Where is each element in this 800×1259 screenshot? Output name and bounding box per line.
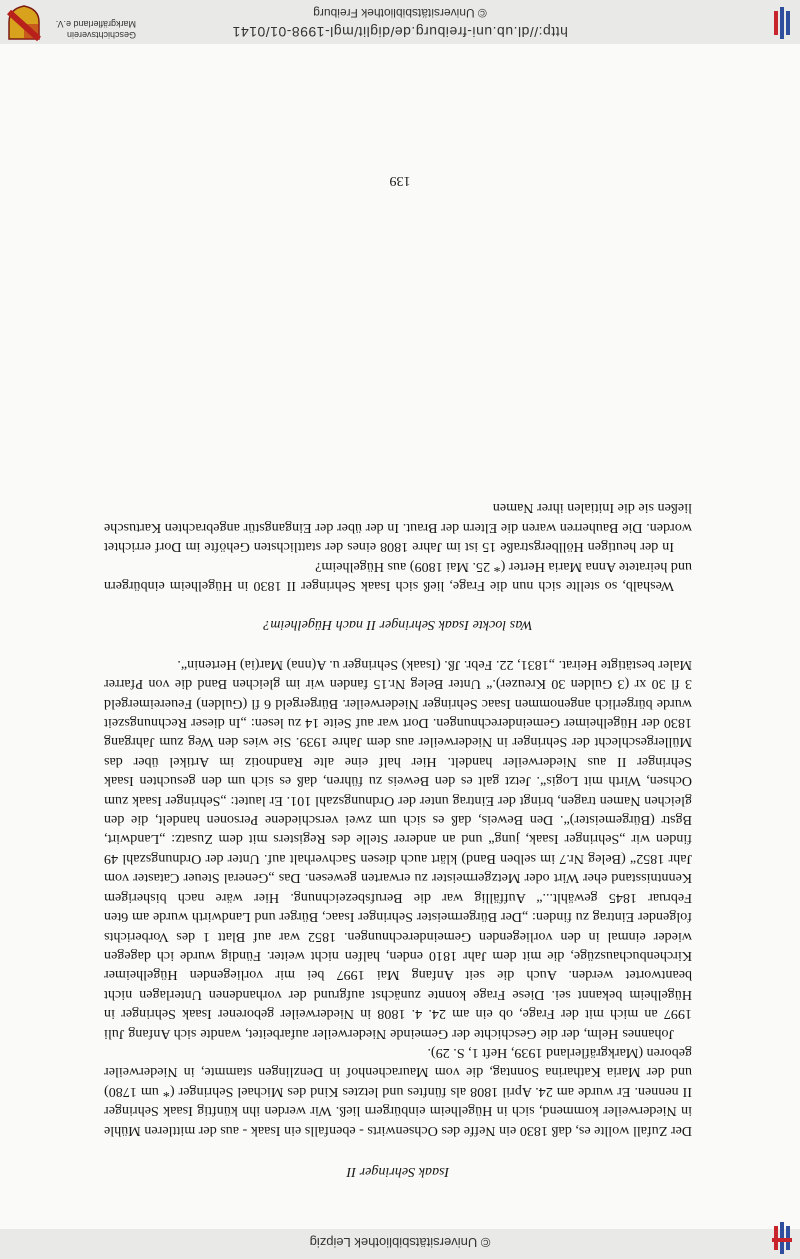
footer-copyright: © Universitätsbibliothek Freiburg [313, 6, 487, 20]
section-heading: Isaak Sehringer II [346, 1164, 450, 1180]
coat-of-arms-icon [6, 4, 42, 42]
paragraph-3: Weshalb, so stellte sich nun die Frage, ließ sich Isaak Sehringer II 1830 in Hügelheim einbürgern und heiratete Anna Maria Herter (* 25. Mai 1809) aus Hügelheim? [104, 558, 692, 595]
document-url[interactable]: http://dl.ub.uni-freiburg.de/diglit/mgl-1998-01/0141 [232, 24, 568, 40]
paragraph-4: In der heutigen Höllbergstraße 15 ist im Jahre 1808 eines der stattlichsten Gehöfte im Dorf errichtet worden. Die Bauherren waren die Eltern der Braut. In der über der Eingangstür angebrachten Kartusche ließen sie die Initialen ihrer Namen [104, 500, 692, 556]
society-name [46, 18, 136, 40]
section-subheading: Was lockte Isaak Sehringer II nach Hügelheim? [263, 617, 533, 634]
paragraph-2: Johannes Helm, der die Geschichte der Gemeinde Niederweiler aufarbeitet, wandte sich Anfang Juli 1997 an mich mit der Frage, ob ein am 24. 4. 1808 in Niederweiler geborener Isaak Sehringer in Hügelheim bekannt sei. Diese Frage konnte zunächst aufgrund der vorhandenen Unterlagen nicht beantwortet werden. Auch die seit Anfang Mai 1997 bei mir vorliegenden Hügelheimer Kirchenbuchauszüge, die mit dem Jahr 1810 enden, halfen nicht weiter. Fündig wurde ich dagegen wieder einmal in den vorliegenden Gemeinderechnungen. 1852 war auf Blatt 1 des Vorberichts folgender Eintrag zu finden: „Der Bürgermeister Sehringer Isaac, Bürger und Landwirth wurde am 6ten Februar 1845 gewählt...“ Auffällig war die Berufsbezeichnung. Hier wäre nach bisherigem Kenntnisstand eher Wirt oder Metzgermeister zu erwarten gewesen. Das „General Steuer Cataster vom Jahr 1852“ (Beleg Nr.7 im selben Band) klärt auch diesen Sachverhalt auf. Unter der Ordnungszahl 49 finden wir „Sehringer Isaak, jung“ und an anderer Stelle des Registers mit dem Zusatz: „Landwirt, Bgstr (Bürgemeister)“. Den Beweis, daß es sich um zwei verschiedene Personen handelt, die den gleichen Namen tragen, bringt der Eintrag unter der Ordnungszahl 101. Er lautet: „Sehringer Isaak zum Ochsen, Wirth mit Logis“. Jetzt galt es den Beweis zu führen, daß es sich um den gesuchten Isaak Sehringer II aus Niederweiler handelt. Hier half eine alte Randnotiz im Artikel über das Müllergeschlecht der Sehringer in Niederweiler aus dem Jahre 1939. Sie wies den Weg zum Jahrgang 1830 der Hügelheimer Gemeinderechnungen. Dort war auf Seite 14 zu lesen: „In dieser Rechnungszeit wurde bürgerlich angenommen Isaac Sehringer Niederweiler. Bürgergeld 6 fl (Gulden) Feuereimergeld 3 fl 30 xr (3 Gulden 30 Kreuzer).“ Unter Beleg Nr.15 fanden wir im gleichen Band die von Pfarrer Maler bestätigte Heirat. „1831, 22. Febr. Jß. (Isaak) Sehringer u. A(nna) Mar(ia) Hertenin“. [104, 656, 692, 1042]
header-copyright: © Universitätsbibliothek Leipzig [309, 1235, 491, 1250]
society-line: Geschichtsverein [66, 30, 136, 40]
footer-bar [0, 0, 800, 44]
paragraph-1: Der Zufall wollte es, daß 1830 ein Neffe des Ochsenwirts - ebenfalls ein Isaak - aus der mittleren Mühle in Niederweiler kommend, sich in Hügelheim einbürgern ließ. Wir werden ihn künftig Isaak Sehringer II nennen. Er wurde am 24. April 1808 als fünftes und letztes Kind des Michael Sehringer (* um 1780) und der Maria Katharina Sonntag, die vom Maurachenhof in Denzlingen stammte, in Niederweiler geboren (Markgräflerland 1939, Heft 1, S. 29). [104, 1044, 692, 1139]
page-number: 139 [389, 173, 411, 188]
document-body [104, 498, 692, 1181]
society-line: Markgräflerland e.V. [55, 19, 136, 29]
header-bar [0, 1229, 800, 1259]
